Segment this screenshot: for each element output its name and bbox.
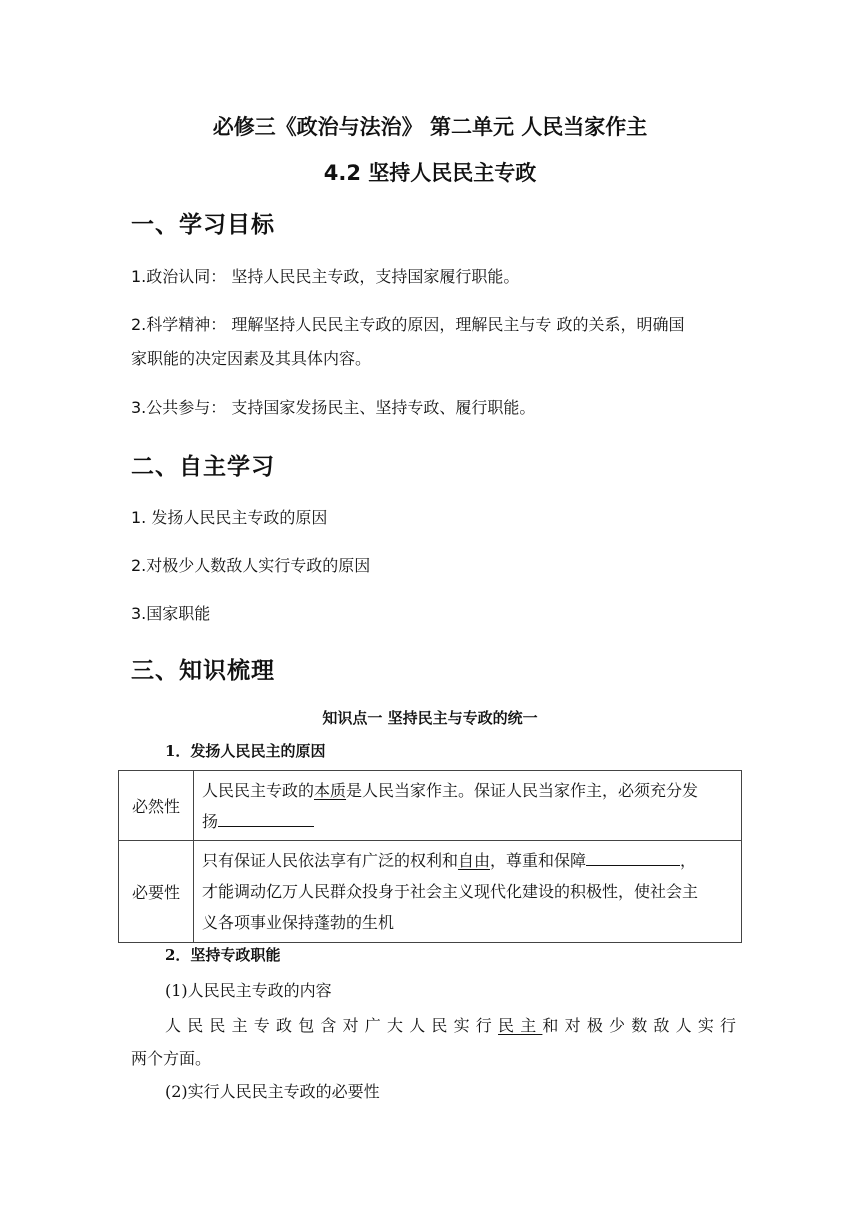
goal-item-2: 2.科学精神： 理解坚持人民民主专政的原因，理解民主与专 政的关系，明确国 — [131, 315, 685, 334]
cell-text: 人民民主专政的 — [202, 780, 315, 800]
table-row-necessity — [119, 771, 742, 841]
table-label-inevitability: 必然性 — [119, 771, 194, 841]
table-row-importance — [119, 841, 742, 943]
section-heading-self-study: 二、自主学习 — [131, 454, 275, 480]
table-label-necessity: 必要性 — [119, 841, 194, 943]
table-cell-necessity — [194, 841, 742, 943]
cell-text: ，尊重和保障 — [490, 851, 587, 870]
section-heading-knowledge: 三、知识梳理 — [131, 658, 275, 684]
knowledge-point-title: 知识点一 坚持民主与专政的统一 — [322, 709, 538, 727]
underlined-term: 民主 — [498, 1016, 543, 1035]
goal-item-3: 3.公共参与： 支持国家发扬民主、坚持专政、履行职能。 — [131, 398, 536, 417]
subheading-2-1: (1)人民民主专政的内容 — [165, 981, 332, 1000]
self-study-item-2: 2.对极少人数敌人实行专政的原因 — [131, 556, 371, 575]
paragraph-text: 和对极少数敌人实行 — [542, 1016, 743, 1035]
underlined-term: 本质 — [314, 780, 347, 800]
underlined-term: 自由 — [458, 851, 491, 870]
self-study-item-3: 3.国家职能 — [131, 604, 211, 623]
document-title: 必修三《政治与法治》 第二单元 人民当家作主 — [212, 115, 648, 139]
fill-in-blank[interactable] — [218, 810, 314, 827]
section-heading-goals: 一、学习目标 — [131, 212, 275, 238]
fill-in-blank[interactable] — [586, 849, 680, 866]
cell-text: 只有保证人民依法享有广泛的权利和 — [202, 851, 459, 870]
self-study-item-1: 1. 发扬人民民主专政的原因 — [131, 508, 328, 527]
cell-text: 是人民当家作主。保证人民当家作主，必须充分发 — [346, 780, 699, 800]
subheading-1: 1．发扬人民民主的原因 — [165, 742, 326, 760]
knowledge-table — [118, 770, 742, 943]
paragraph-text: 人民民主专政包含对广大人民实行 — [165, 1016, 499, 1035]
goal-item-1: 1.政治认同： 坚持人民民主专政，支持国家履行职能。 — [131, 267, 520, 286]
subheading-2: 2．坚持专政职能 — [165, 946, 281, 964]
table-cell-inevitability — [194, 771, 742, 841]
cell-text: 扬 — [202, 811, 219, 831]
lesson-title: 4.2 坚持人民民主专政 — [323, 161, 537, 185]
goal-item-2-continued: 家职能的决定因素及其具体内容。 — [131, 349, 372, 368]
cell-text: 义各项事业保持蓬勃的生机 — [202, 913, 395, 932]
cell-text: ， — [680, 851, 697, 870]
cell-text: 才能调动亿万人民群众投身于社会主义现代化建设的积极性，使社会主 — [202, 882, 699, 901]
content-paragraph — [165, 1013, 743, 1036]
content-paragraph-continued: 两个方面。 — [131, 1049, 212, 1068]
subheading-2-2: (2)实行人民民主专政的必要性 — [165, 1082, 380, 1101]
